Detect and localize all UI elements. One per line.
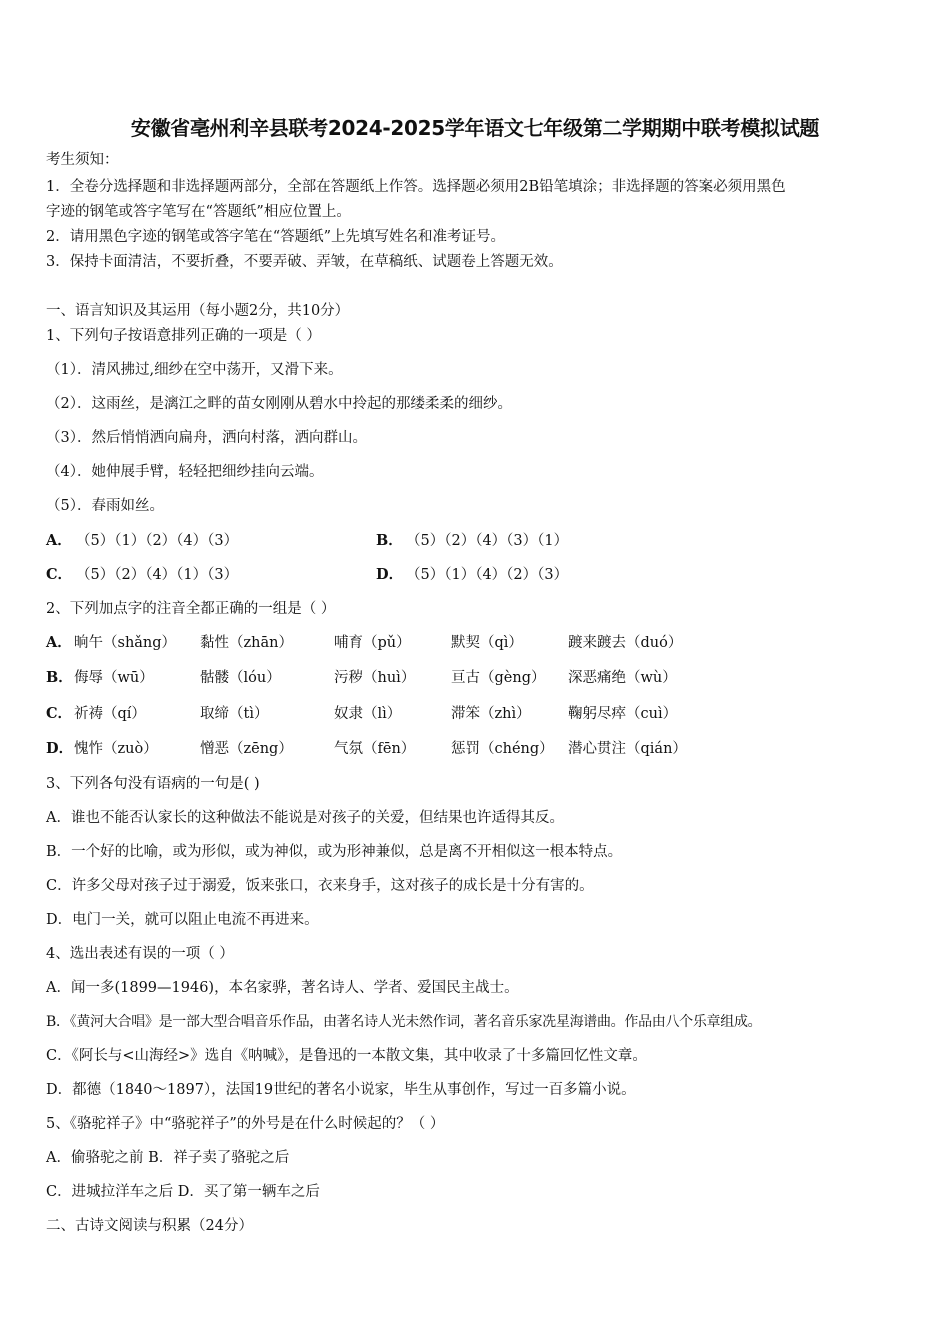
question-1-sentence-2: （2）．这雨丝，是漓江之畔的苗女刚刚从碧水中拎起的那缕柔柔的细纱。 [46, 396, 512, 412]
question-5-options-cd: C．进城拉洋车之后 D．买了第一辆车之后 [46, 1184, 320, 1200]
question-1-sentence-4: （4）．她伸展手臂，轻轻把细纱挂向云端。 [46, 464, 324, 480]
question-3-option-c: C．许多父母对孩子过于溺爱，饭来张口，衣来身手，这对孩子的成长是十分有害的。 [46, 878, 594, 894]
word: 潜心贯注（qián） [568, 741, 687, 757]
option-d: （5）（1）（4）（2）（3） [406, 567, 569, 583]
option-b-label: B． [46, 669, 73, 686]
option-a-label: A． [46, 532, 72, 549]
option-c-label: C． [46, 705, 73, 722]
word: 深恶痛绝（wù） [568, 670, 677, 686]
option-b: （5）（2）（4）（3）（1） [406, 533, 569, 549]
question-5-options-ab: A．偷骆驼之前 B．祥子卖了骆驼之后 [46, 1150, 290, 1166]
word: 滞笨（zhì） [451, 706, 531, 722]
option-a: （5）（1）（2）（4）（3） [76, 533, 239, 549]
notice-item-1b: 字迹的钢笔或答字笔写在“答题纸”相应位置上。 [46, 204, 351, 220]
word: 踱来踱去（duó） [568, 635, 683, 651]
question-3-stem: 3、下列各句没有语病的一句是( ) [46, 776, 260, 792]
word: 鞠躬尽瘁（cuì） [568, 706, 678, 722]
option-d-label: D． [46, 740, 74, 757]
notice-item-1a: 1．全卷分选择题和非选择题两部分，全部在答题纸上作答。选择题必须用2B铅笔填涂；非选择题的答案必须用黑色 [46, 179, 786, 195]
question-5-stem: 5、《骆驼祥子》中“骆驼祥子”的外号是在什么时候起的？（ ） [46, 1116, 445, 1132]
question-4-stem: 4、选出表述有误的一项（ ） [46, 946, 234, 962]
question-4-option-c: C．《阿长与<山海经>》选自《呐喊》，是鲁迅的一本散文集，其中收录了十多篇回忆性文章。 [46, 1048, 647, 1064]
word: 取缔（tì） [200, 706, 269, 722]
question-4-option-a: A．闻一多(1899—1946)，本名家骅，著名诗人、学者、爱国民主战士。 [46, 980, 519, 996]
word: 憎恶（zēng） [200, 741, 293, 757]
word: 愧怍（zuò） [74, 741, 158, 757]
option-a-label: A． [46, 634, 72, 651]
question-3-option-a: A．谁也不能否认家长的这种做法不能说是对孩子的关爱，但结果也许适得其反。 [46, 810, 564, 826]
question-1-sentence-1: （1）．清风拂过,细纱在空中荡开，又滑下来。 [46, 362, 343, 378]
word: 祈祷（qí） [74, 706, 146, 722]
word: 黏性（zhān） [200, 635, 293, 651]
question-1-stem: 1、下列句子按语意排列正确的一项是（ ） [46, 328, 321, 344]
option-c-label: C． [46, 566, 73, 583]
section-2-heading: 二、古诗文阅读与积累（24分） [46, 1218, 253, 1234]
notice-heading: 考生须知： [46, 152, 119, 168]
option-b-label: B． [376, 532, 403, 549]
notice-item-2: 2．请用黑色字迹的钢笔或答字笔在“答题纸”上先填写姓名和准考证号。 [46, 229, 506, 245]
word: 侮辱（wū） [74, 670, 154, 686]
word: 骷髅（lóu） [200, 670, 281, 686]
word: 气氛（fēn） [334, 741, 416, 757]
question-2-stem: 2、下列加点字的注音全都正确的一组是（ ） [46, 601, 336, 617]
question-3-option-b: B．一个好的比喻，或为形似，或为神似，或为形神兼似，总是离不开相似这一根本特点。 [46, 844, 623, 860]
word: 奴隶（lì） [334, 706, 402, 722]
question-4-option-b: B．《黄河大合唱》是一部大型合唱音乐作品，由著名诗人光未然作词，著名音乐家冼星海谱曲。作品由八个乐章组成。 [46, 1014, 762, 1030]
word: 污秽（huì） [334, 670, 416, 686]
word: 晌午（shǎng） [74, 635, 177, 651]
question-4-option-d: D．都德（1840～1897），法国19世纪的著名小说家，毕生从事创作，写过一百多篇小说。 [46, 1082, 636, 1098]
notice-item-3: 3．保持卡面清洁，不要折叠，不要弄破、弄皱，在草稿纸、试题卷上答题无效。 [46, 254, 563, 270]
section-1-heading: 一、语言知识及其运用（每小题2分，共10分） [46, 303, 350, 319]
question-3-option-d: D．电门一关，就可以阻止电流不再进来。 [46, 912, 319, 928]
word: 哺育（pǔ） [334, 635, 411, 651]
page-title: 安徽省亳州利辛县联考2024-2025学年语文七年级第二学期期中联考模拟试题 [130, 116, 820, 140]
word: 默契（qì） [451, 635, 523, 651]
option-d-label: D． [376, 566, 404, 583]
question-1-sentence-5: （5）．春雨如丝。 [46, 498, 164, 514]
question-1-sentence-3: （3）．然后悄悄洒向扁舟，洒向村落，洒向群山。 [46, 430, 367, 446]
word: 惩罚（chéng） [451, 741, 554, 757]
option-c: （5）（2）（4）（1）（3） [76, 567, 239, 583]
word: 亘古（gèng） [451, 670, 546, 686]
